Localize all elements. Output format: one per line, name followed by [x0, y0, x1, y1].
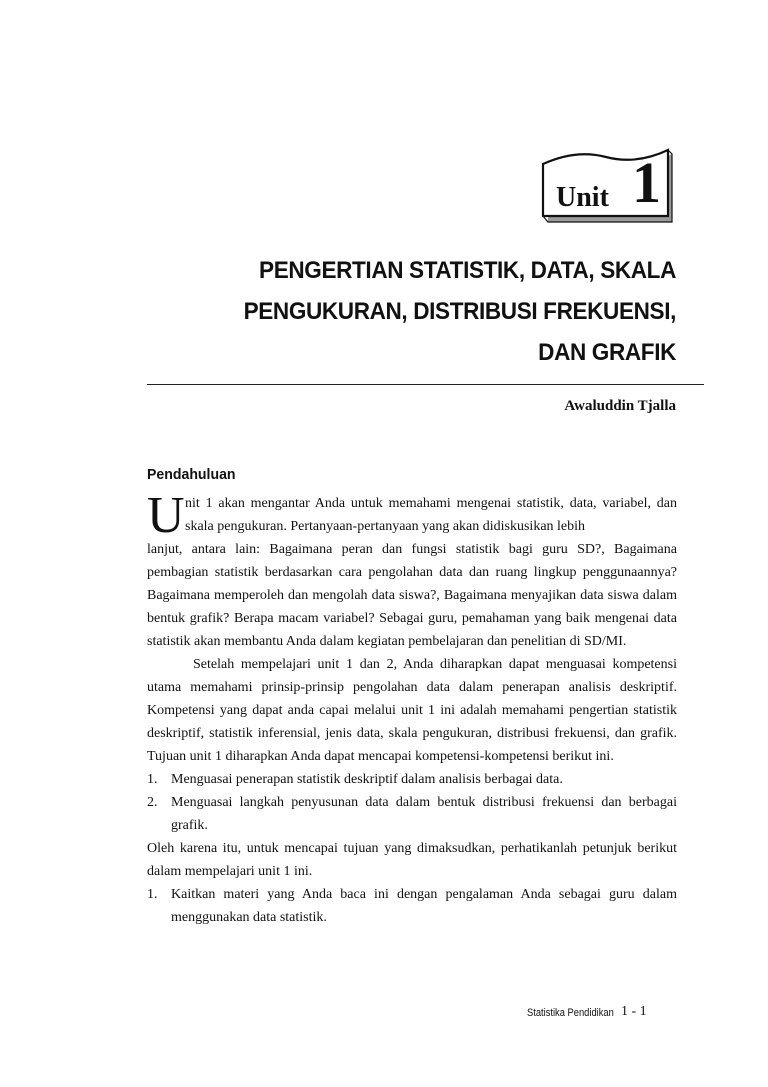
title-line: PENGUKURAN, DISTRIBUSI FREKUENSI, [243, 298, 677, 325]
paragraph: Oleh karena itu, untuk mencapai tujuan yang dimaksudkan, perhatikanlah petunjuk berikut dalam mempelajari unit 1 ini. [147, 841, 677, 879]
list-item [147, 791, 677, 837]
list-item [147, 883, 677, 929]
section-heading: Pendahuluan [147, 466, 236, 483]
intro-lead-text: nit 1 akan mengantar Anda untuk memahami mengenai statistik, data, variabel, dan skala pengukuran. Pertanyaan-pertanyaan yang akan didiskusikan lebih [185, 496, 677, 534]
unit-word: Unit [556, 182, 609, 213]
list-number: 1. [147, 887, 158, 902]
page-number: 1 - 1 [621, 1004, 647, 1019]
title-divider [147, 384, 704, 385]
title-line: DAN GRAFIK [538, 339, 676, 366]
list-text: Menguasai langkah penyusunan data dalam bentuk distribusi frekuensi dan berbagai grafik. [171, 795, 677, 833]
list-number: 1. [147, 772, 158, 787]
intro-paragraph: lanjut, antara lain: Bagaimana peran dan fungsi statistik bagi guru SD?, Bagaimana pembagian statistik berdasarkan cara pengolahan data dan ruang lingkup penggunaannya? Bagaimana memperoleh dan mengolah data siswa?, Bagaimana menyajikan data siswa dalam bentuk grafik? Berapa macam variabel? Sebagai guru, pemahaman yang baik mengenai data statistik akan membantu Anda dalam kegiatan pembelajaran dan penelitian di SD/MI. [147, 542, 677, 649]
list-item [147, 768, 677, 791]
unit-badge [540, 146, 680, 224]
body-text [147, 538, 677, 929]
chapter-title [238, 250, 676, 373]
author-name: Awaluddin Tjalla [564, 398, 676, 414]
paragraph: Setelah mempelajari unit 1 dan 2, Anda diharapkan dapat menguasai kompetensi utama memahami prinsip-prinsip pengolahan data dalam penerapan analisis deskriptif. Kompetensi yang dapat anda capai melalui unit 1 ini adalah memahami pengertian statistik deskriptif, statistik inferensial, jenis data, skala pengukuran, distribusi frekuensi, dan grafik. Tujuan unit 1 diharapkan Anda dapat mencapai kompetensi-kompetensi berikut ini. [147, 657, 677, 764]
unit-number: 1 [632, 150, 661, 215]
list-number: 2. [147, 795, 158, 810]
page-footer [527, 1004, 647, 1019]
title-line: PENGERTIAN STATISTIK, DATA, SKALA [259, 257, 676, 284]
footer-label: Statistika Pendidikan [527, 1007, 614, 1019]
list-text: Kaitkan materi yang Anda baca ini dengan pengalaman Anda sebagai guru dalam menggunakan data statistik. [171, 887, 677, 925]
list-text: Menguasai penerapan statistik deskriptif dalam analisis berbagai data. [171, 772, 563, 787]
drop-cap: U [147, 487, 185, 544]
